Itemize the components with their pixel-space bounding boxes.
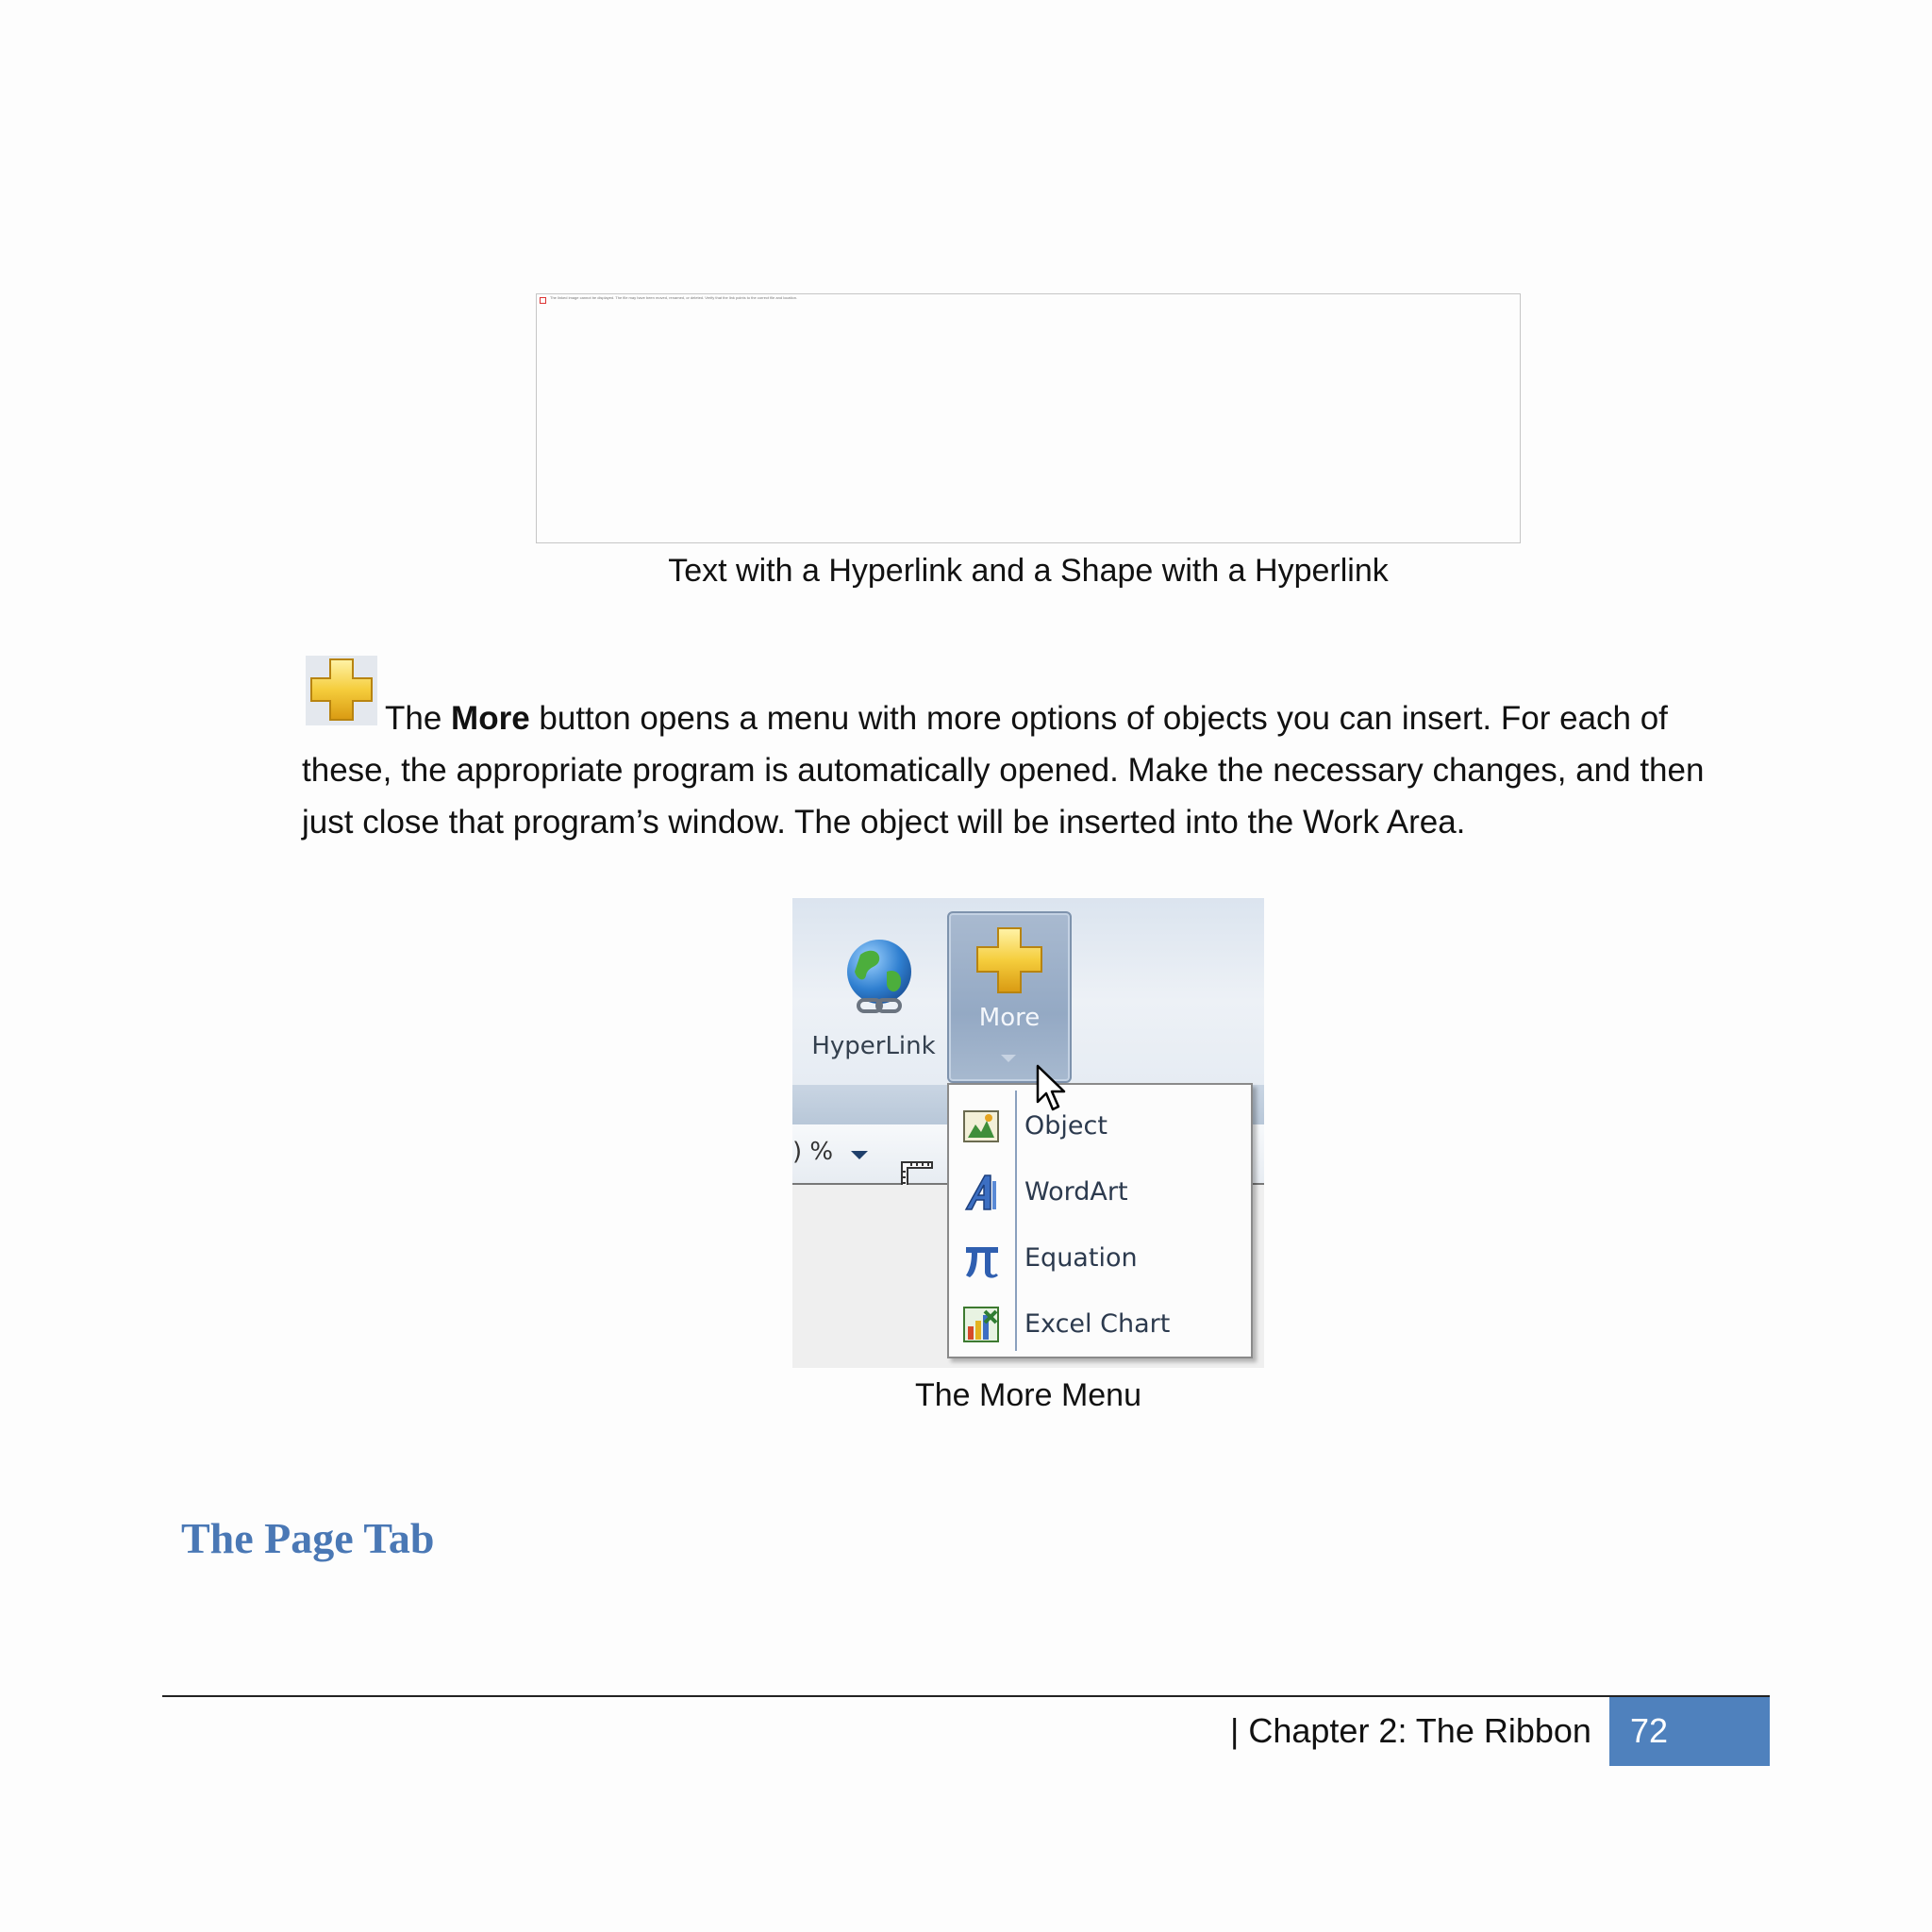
menu-item-label: Object bbox=[1024, 1111, 1108, 1141]
more-button[interactable] bbox=[947, 911, 1072, 1083]
footer-divider bbox=[162, 1695, 1770, 1697]
menu-item-wordart[interactable] bbox=[949, 1160, 1251, 1224]
paragraph-line-1 bbox=[302, 692, 1774, 744]
menu-item-label: Excel Chart bbox=[1024, 1309, 1171, 1339]
broken-image-placeholder bbox=[536, 293, 1521, 543]
menu-item-equation[interactable] bbox=[949, 1226, 1251, 1291]
equation-pi-icon bbox=[960, 1238, 1002, 1279]
menu-item-label: WordArt bbox=[1024, 1177, 1128, 1207]
wordart-icon bbox=[960, 1172, 1002, 1213]
hyperlink-label: HyperLink bbox=[811, 1032, 936, 1060]
more-menu-screenshot bbox=[792, 898, 1264, 1368]
zoom-level: ) % bbox=[792, 1138, 834, 1166]
section-heading: The Page Tab bbox=[181, 1514, 435, 1562]
more-dropdown-menu bbox=[947, 1083, 1253, 1358]
body-paragraph bbox=[302, 692, 1774, 848]
broken-image-icon bbox=[540, 297, 546, 304]
more-label: More bbox=[978, 1004, 1041, 1032]
figure-caption-hyperlink: Text with a Hyperlink and a Shape with a Hyperlink bbox=[668, 553, 1389, 589]
hyperlink-button[interactable] bbox=[809, 926, 938, 1077]
paragraph-line-3: just close that program’s window. The object will be inserted into the Work Area. bbox=[302, 804, 1466, 841]
broken-image-message: The linked image cannot be displayed. The file may have been moved, renamed, or deleted. Verify that the link points to the correct file and location. bbox=[550, 295, 798, 300]
object-icon bbox=[960, 1106, 1002, 1147]
menu-item-excel-chart[interactable] bbox=[949, 1292, 1251, 1357]
footer-chapter-title: | Chapter 2: The Ribbon bbox=[1230, 1711, 1591, 1750]
menu-item-object[interactable] bbox=[949, 1094, 1251, 1158]
excel-chart-icon bbox=[960, 1304, 1002, 1345]
paragraph-text: The bbox=[385, 700, 452, 737]
menu-item-label: Equation bbox=[1024, 1243, 1138, 1273]
page-number-badge bbox=[1609, 1697, 1770, 1766]
page-number: 72 bbox=[1630, 1711, 1669, 1750]
paragraph-line-2: these, the appropriate program is automatically opened. Make the necessary changes, and then bbox=[302, 752, 1705, 789]
paragraph-text: button opens a menu with more options of objects you can insert. For each of bbox=[529, 700, 1668, 737]
paragraph-bold-more: More bbox=[451, 700, 530, 737]
globe-link-icon bbox=[841, 934, 917, 1028]
more-dropdown-arrow-icon bbox=[1001, 1055, 1016, 1062]
figure-caption-more-menu: The More Menu bbox=[915, 1377, 1141, 1413]
zoom-dropdown-arrow-icon[interactable] bbox=[851, 1151, 868, 1159]
mouse-cursor-icon bbox=[1034, 1064, 1072, 1117]
more-plus-icon bbox=[974, 924, 1045, 996]
